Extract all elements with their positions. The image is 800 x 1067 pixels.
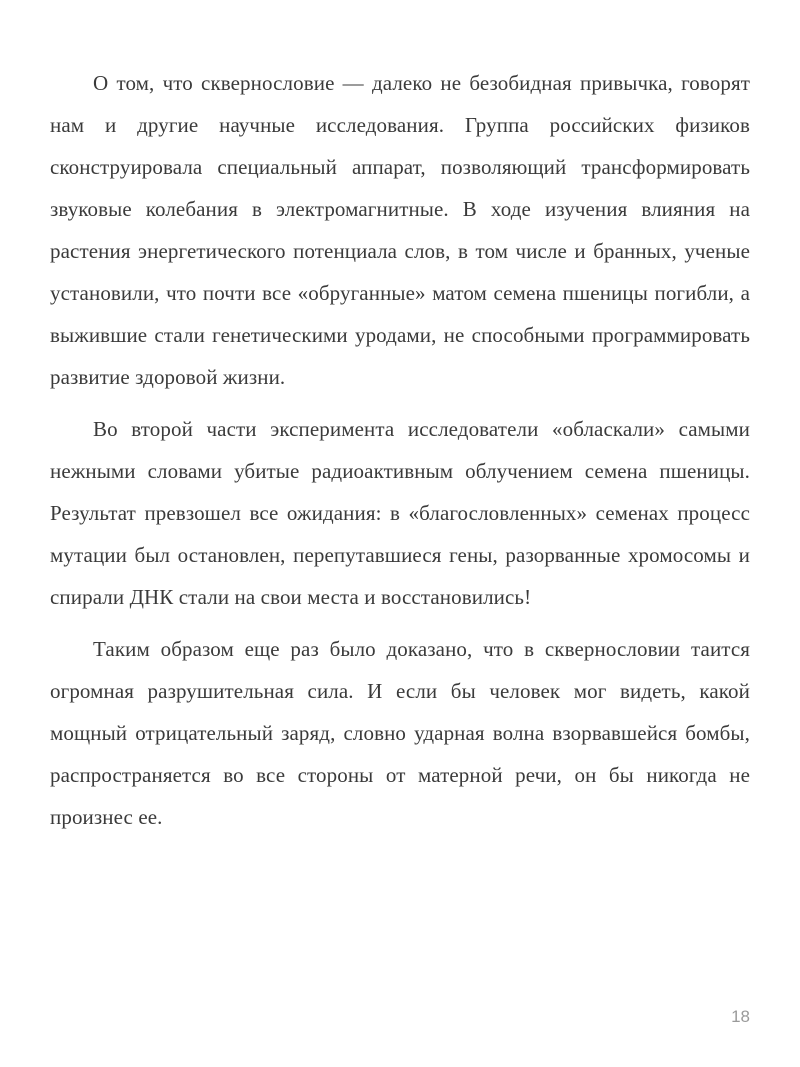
paragraph-3: Таким образом еще раз было доказано, что в сквернословии таится огромная разрушительная сила. И если бы человек мог видеть, какой мощный отрицательный заряд, словно ударная волна взорвавшейся бомбы, распространяется во все стороны от матерной речи, он бы никогда не произнес ее. (50, 637, 750, 829)
document-body (50, 62, 750, 838)
paragraph-1: О том, что сквернословие — далеко не безобидная привычка, говорят нам и другие научные исследования. Группа российских физиков сконструировала специальный аппарат, позволяющий трансформировать звуковые колебания в электромагнитные. В ходе изучения влияния на растения энергетического потенциала слов, в том числе и бранных, ученые установили, что почти все «обруганные» матом семена пшеницы погибли, а выжившие стали генетическими уродами, не способными программировать развитие здоровой жизни. (50, 71, 750, 389)
page-number: 18 (731, 1007, 750, 1026)
paragraph-2: Во второй части эксперимента исследователи «обласкали» самыми нежными словами убитые радиоактивным облучением семена пшеницы. Результат превзошел все ожидания: в «благословленных» семенах процесс мутации был остановлен, перепутавшиеся гены, разорванные хромосомы и спирали ДНК стали на свои места и восстановились! (50, 417, 750, 609)
